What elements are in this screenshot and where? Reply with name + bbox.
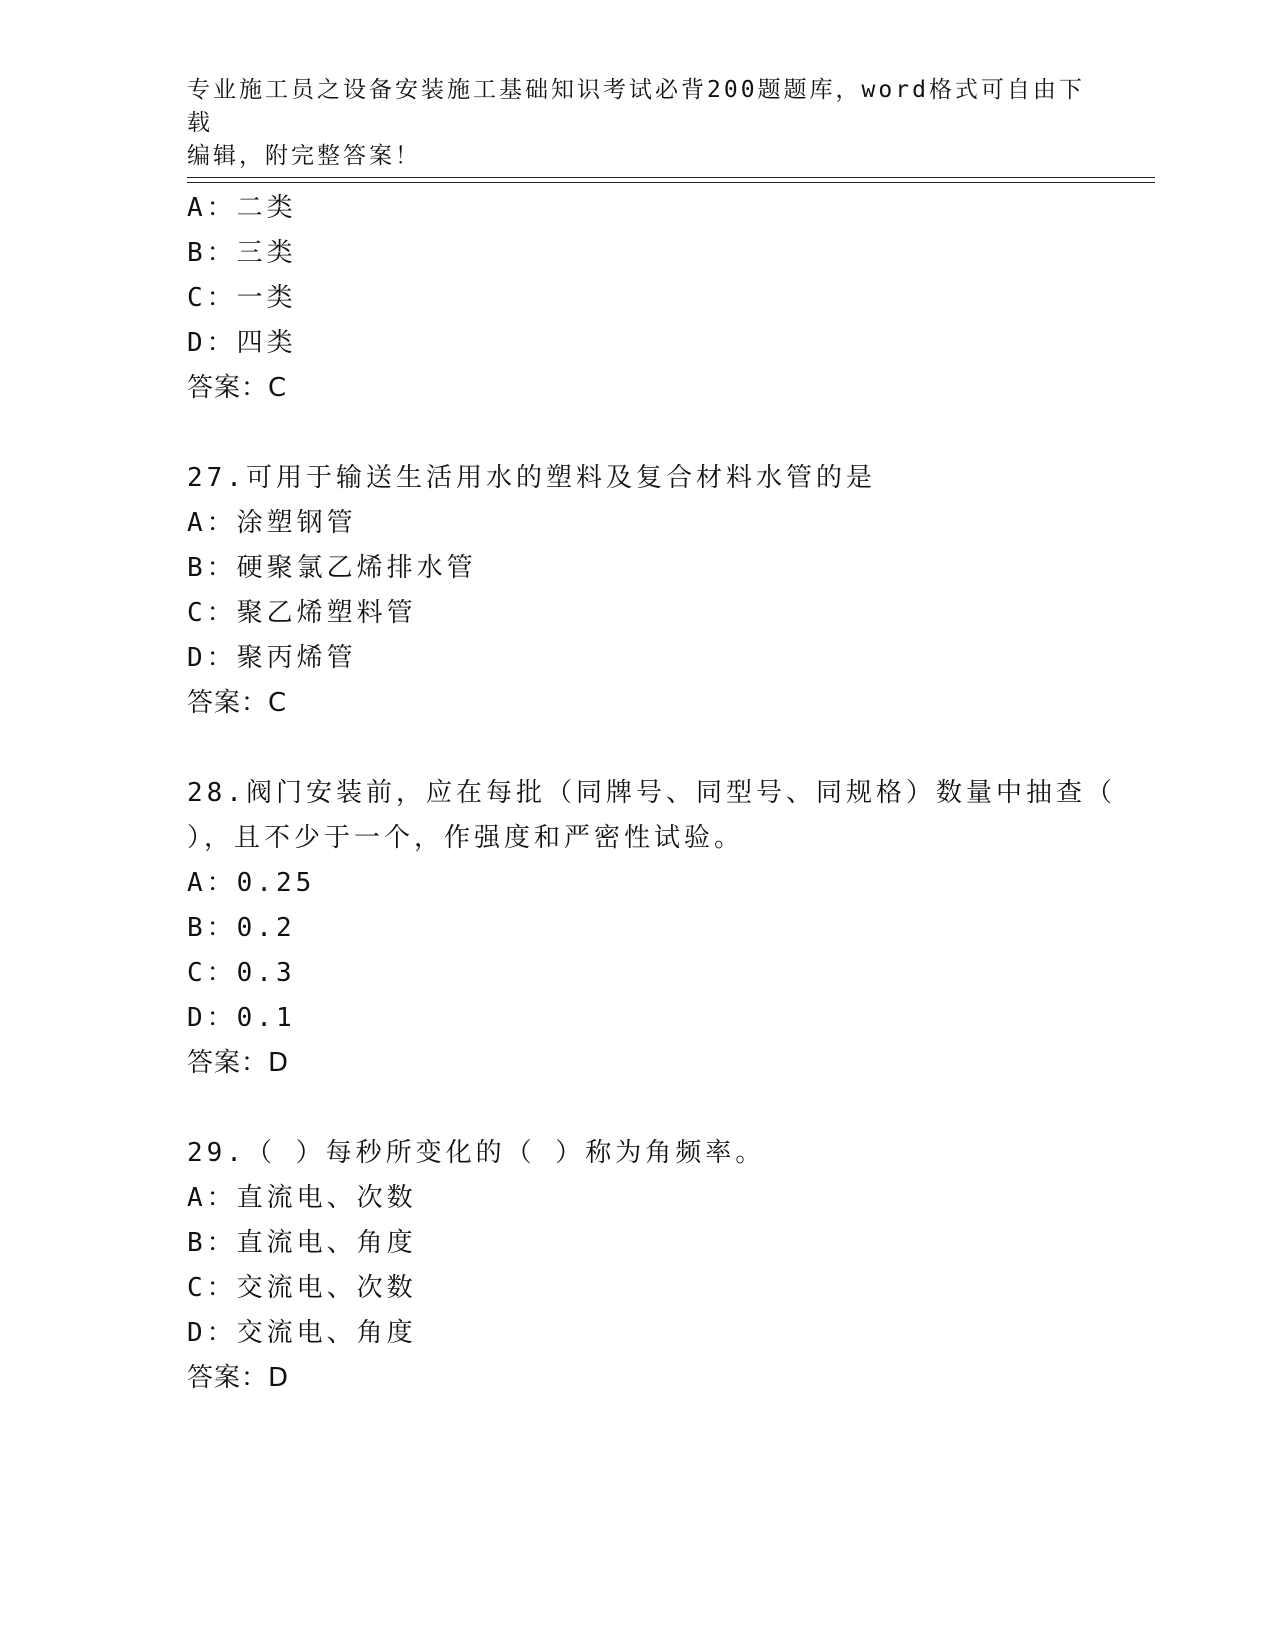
q27-option-a: A：涂塑钢管 (187, 508, 357, 538)
q28-answer: 答案：D (187, 1048, 290, 1078)
q27-option-b: B：硬聚氯乙烯排水管 (187, 553, 477, 583)
q27-question: 27.可用于输送生活用水的塑料及复合材料水管的是 (187, 463, 876, 493)
q29-option-d: D：交流电、角度 (187, 1318, 417, 1348)
header-rule-bottom (187, 182, 1155, 183)
q28-option-a: A：0.25 (187, 868, 316, 898)
document-header (187, 74, 1087, 173)
q28-option-b: B：0.2 (187, 913, 296, 943)
q29-option-b: B：直流电、角度 (187, 1228, 417, 1258)
q26-option-d: D：四类 (187, 328, 297, 358)
q27-answer: 答案：C (187, 688, 288, 718)
q27-option-c: C：聚乙烯塑料管 (187, 598, 417, 628)
header-line-1: 专业施工员之设备安装施工基础知识考试必背200题题库，word格式可自由下载 (187, 77, 1085, 136)
q27-option-d: D：聚丙烯管 (187, 643, 357, 673)
q28-option-c: C：0.3 (187, 958, 296, 988)
header-rule-top (187, 177, 1155, 178)
header-line-2: 编辑，附完整答案！ (187, 143, 421, 169)
q26-option-b: B：三类 (187, 238, 297, 268)
q28-option-d: D：0.1 (187, 1003, 296, 1033)
q29-option-a: A：直流电、次数 (187, 1183, 417, 1213)
q29-option-c: C：交流电、次数 (187, 1273, 417, 1303)
q29-question: 29.（ ）每秒所变化的（ ）称为角频率。 (187, 1138, 766, 1168)
q28-question-line-1: 28.阀门安装前，应在每批（同牌号、同型号、同规格）数量中抽查（ (187, 778, 1116, 808)
q26-option-c: C：一类 (187, 283, 297, 313)
q26-answer: 答案：C (187, 373, 288, 403)
q26-option-a: A：二类 (187, 193, 297, 223)
q28-question-line-2: ），且不少于一个，作强度和严密性试验。 (187, 823, 745, 853)
q29-answer: 答案：D (187, 1363, 290, 1393)
